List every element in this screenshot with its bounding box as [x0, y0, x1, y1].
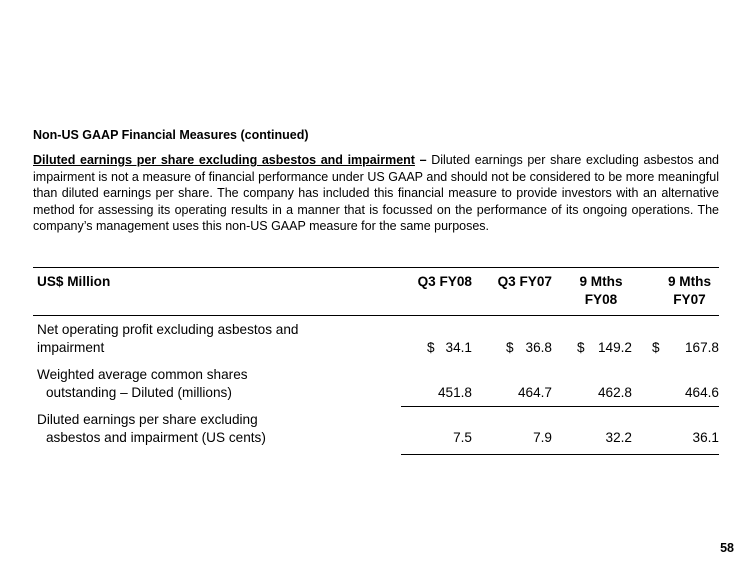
financial-table	[33, 267, 719, 455]
defined-term: Diluted earnings per share excluding asbestos and impairment	[33, 153, 415, 167]
cell-q3-fy07: $ 36.8	[506, 340, 552, 355]
cell-q3-fy07: 464.7	[472, 361, 552, 406]
cell-q3-fy08: $ 34.1	[427, 340, 472, 355]
cell-9mths-fy07: 36.1	[632, 406, 719, 454]
header-9mths-fy08	[552, 268, 632, 316]
cell-q3-fy08: 451.8	[401, 361, 472, 406]
cell-q3-fy07: 7.9	[472, 406, 552, 454]
cell-q3-fy08: 7.5	[401, 406, 472, 454]
table-row	[33, 361, 719, 406]
cell-9mths-fy08: 462.8	[552, 361, 632, 406]
row-label: Diluted earnings per share excluding asbestos and impairment (US cents)	[37, 412, 266, 445]
cell-9mths-fy08: 32.2	[552, 406, 632, 454]
section-heading: Non-US GAAP Financial Measures (continued)	[33, 128, 309, 142]
header-9mths-fy08-line1: 9 Mths	[579, 274, 623, 289]
definition-text: Diluted earnings per share excluding asbestos and impairment is not a measure of financial performance under US GAAP and should not be considered to be more meaningful than diluted earnings per share. The company has included this financial measure to provide investors with an alternative method for assessing its operating results in a manner that is focussed on the performance of its ongoing operations. The company’s management uses this non-US GAAP measure for the same purposes.	[33, 153, 719, 234]
term-dash: –	[414, 153, 432, 167]
page-number: 58	[720, 541, 734, 555]
cell-9mths-fy07: 464.6	[632, 361, 719, 406]
definition-paragraph	[33, 152, 719, 235]
table-row	[33, 316, 719, 362]
cell-9mths-fy08: $ 149.2	[577, 340, 632, 355]
header-q3-fy08: Q3 FY08	[401, 268, 472, 316]
header-9mths-fy08-line2: FY08	[584, 292, 618, 307]
row-label: Weighted average common shares outstanding – Diluted (millions)	[37, 367, 248, 400]
header-9mths-fy07	[632, 268, 719, 316]
header-9mths-fy07-line2: FY07	[673, 292, 706, 307]
header-label: US$ Million	[33, 268, 401, 316]
cell-9mths-fy07: $ 167.8	[652, 340, 719, 355]
table-row	[33, 406, 719, 454]
header-q3-fy07: Q3 FY07	[472, 268, 552, 316]
row-label: Net operating profit excluding asbestos and impairment	[37, 322, 299, 355]
table-header-row	[33, 268, 719, 316]
header-9mths-fy07-line1: 9 Mths	[667, 274, 712, 289]
